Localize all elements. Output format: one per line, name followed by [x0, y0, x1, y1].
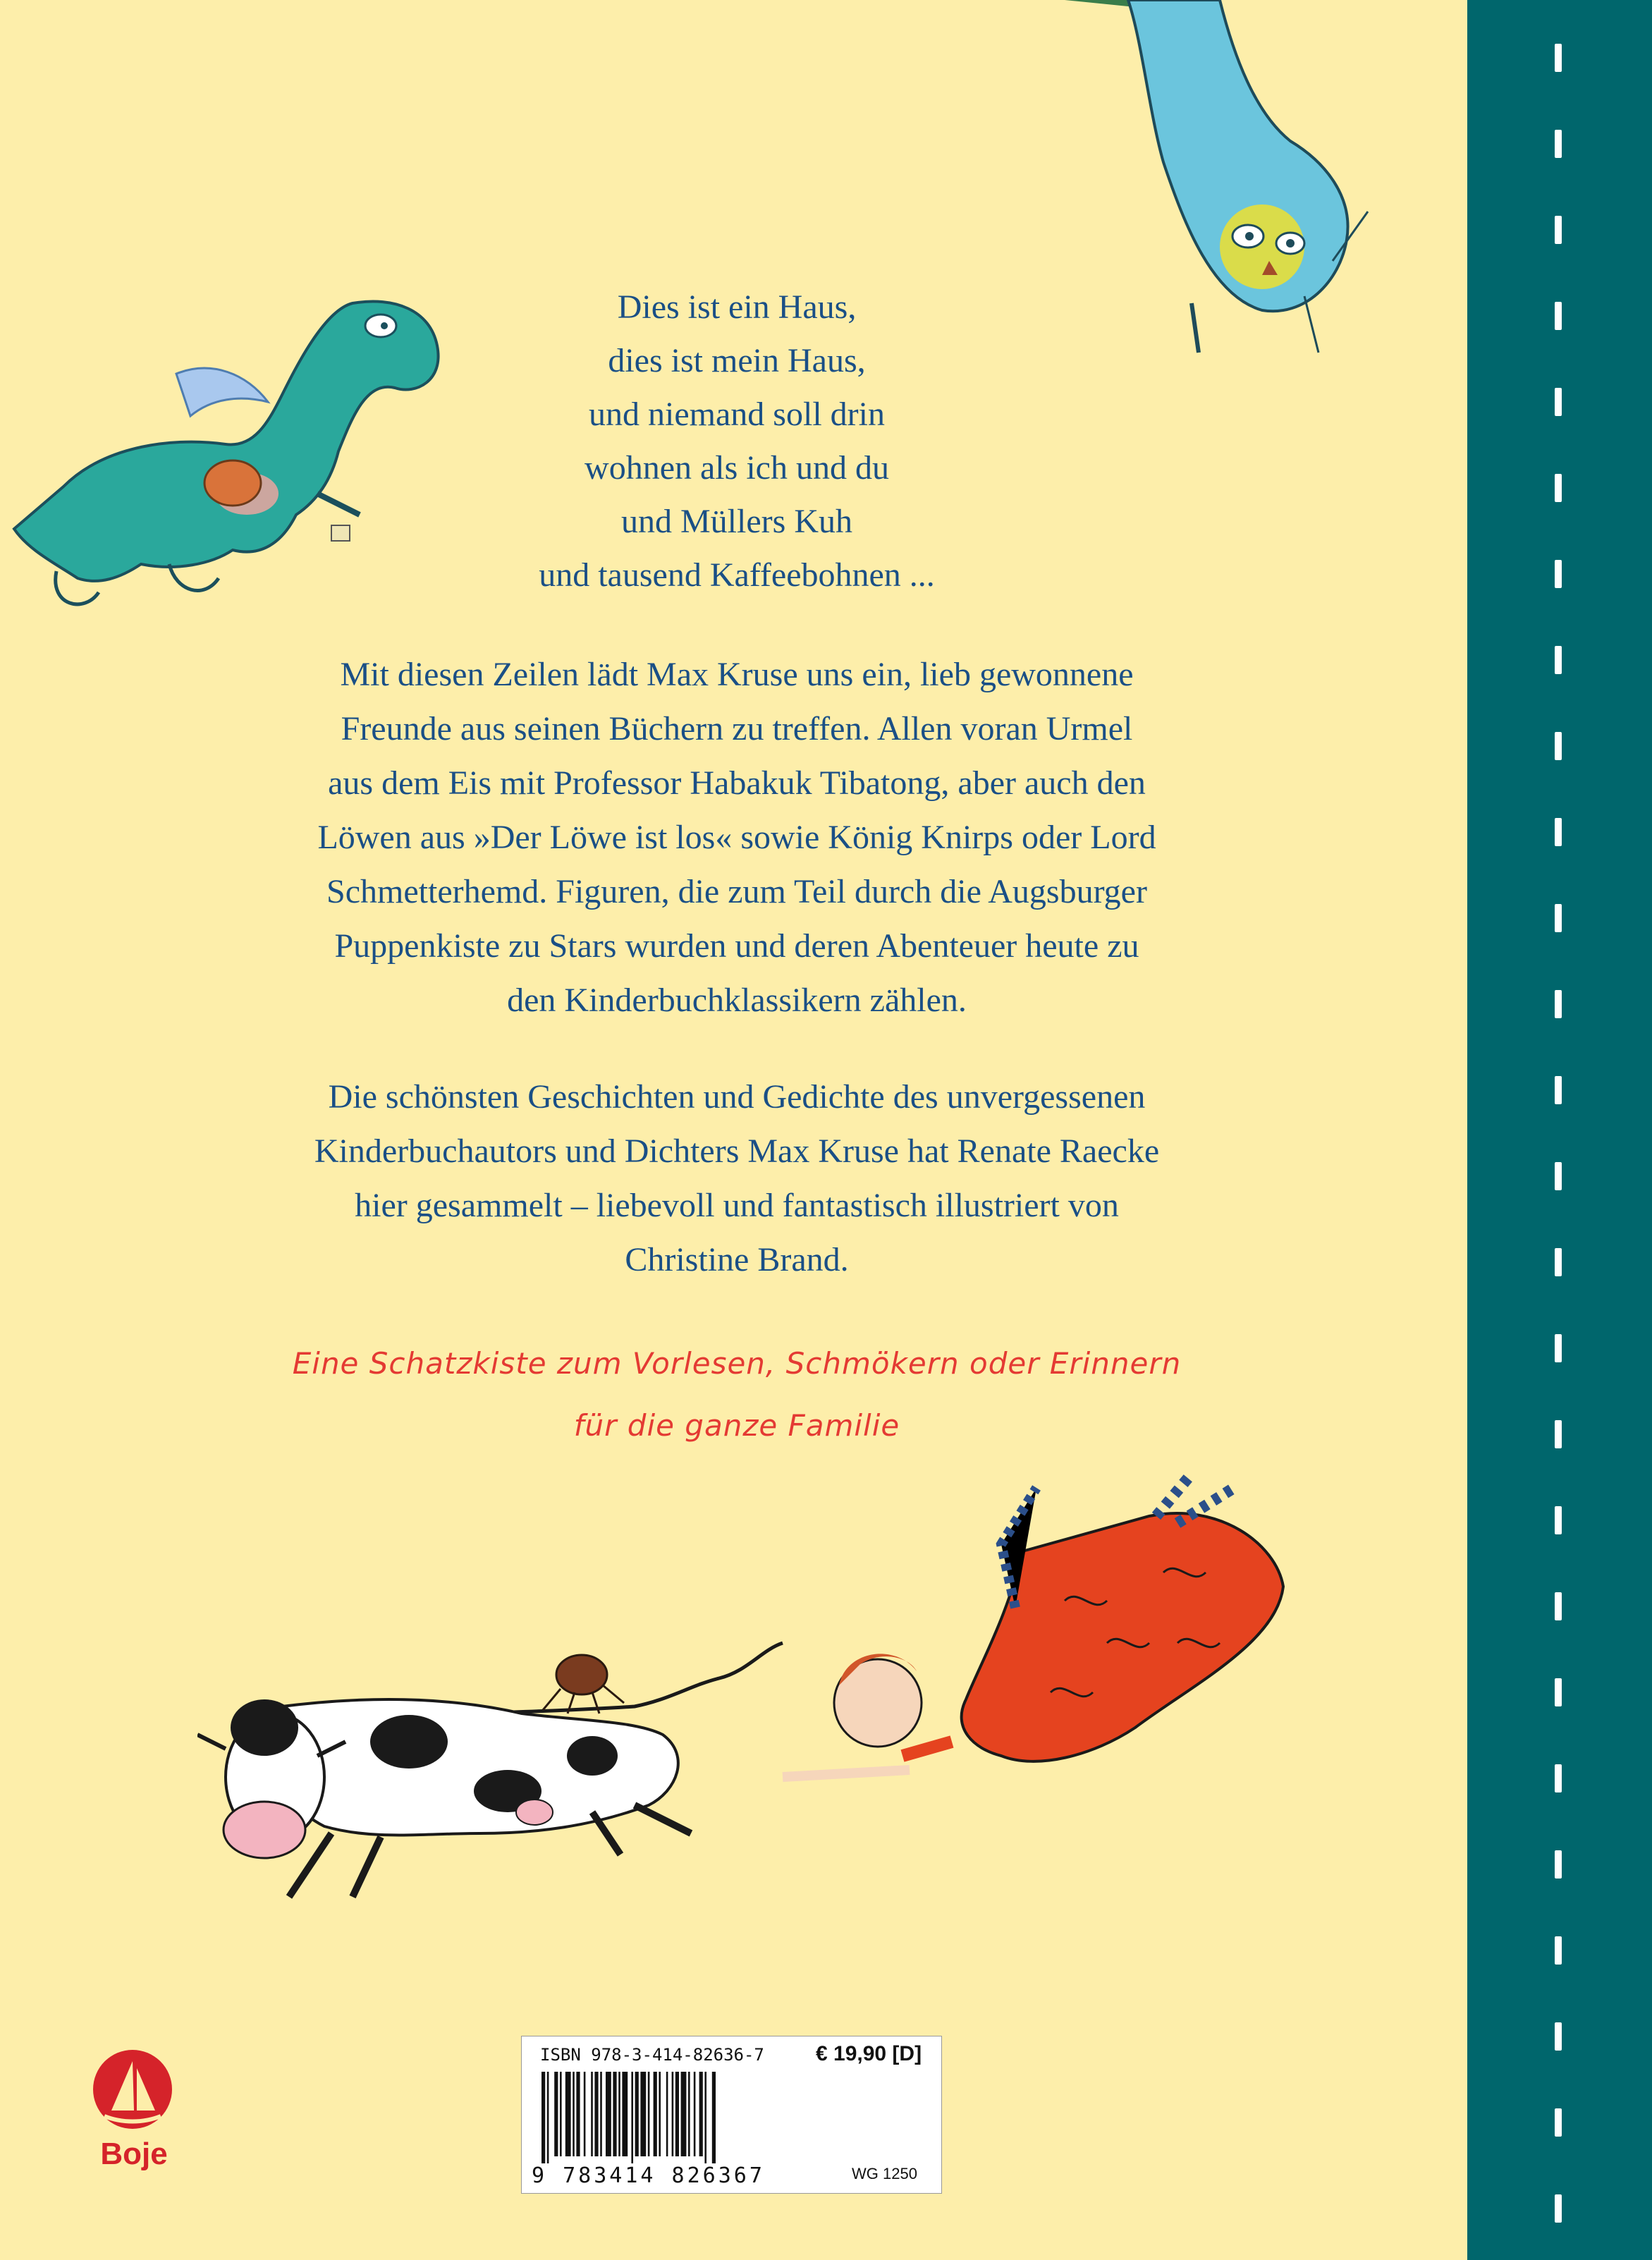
- barcode-bar: [672, 2072, 674, 2156]
- barcode-bar: [688, 2072, 690, 2156]
- blurb-line: Mit diesen Zeilen lädt Max Kruse uns ein, lieb gewonnene: [340, 656, 1134, 693]
- spine-dash: [1555, 1162, 1562, 1190]
- barcode-bar: [606, 2072, 611, 2156]
- tagline-line: Eine Schatzkiste zum Vorlesen, Schmökern oder Erinnern: [292, 1346, 1182, 1381]
- spine-dash: [1555, 1334, 1562, 1362]
- barcode-bar: [573, 2072, 575, 2156]
- barcode-bar: [640, 2072, 646, 2156]
- boje-logo-icon: [90, 2040, 175, 2146]
- spine-dash: [1555, 1764, 1562, 1792]
- blurb-line: aus dem Eis mit Professor Habakuk Tibatong, aber auch den: [328, 764, 1146, 802]
- barcode-box: [521, 2036, 942, 2194]
- barcode-bar: [635, 2072, 639, 2156]
- barcode-bar: [675, 2072, 679, 2156]
- barcode-bar: [600, 2072, 602, 2156]
- spine-dash: [1555, 1850, 1562, 1879]
- blurb-paragraph-2: [183, 1070, 1290, 1287]
- barcode-bar: [648, 2072, 650, 2156]
- poem-line: und tausend Kaffeebohnen ...: [539, 556, 935, 594]
- blurb-line: Löwen aus »Der Löwe ist los« sowie König Knirps oder Lord: [317, 819, 1156, 856]
- publisher-name: Boje: [100, 2137, 168, 2171]
- spine-dash: [1555, 1248, 1562, 1276]
- spine-dash: [1555, 2194, 1562, 2223]
- barcode-bar: [659, 2072, 661, 2156]
- spine-dash: [1555, 1420, 1562, 1448]
- barcode-bar: [694, 2072, 696, 2156]
- spine-dash: [1555, 560, 1562, 588]
- spine-dash: [1555, 1592, 1562, 1620]
- beetle-illustration: [525, 1636, 631, 1721]
- blurb-line: Schmetterhemd. Figuren, die zum Teil durch die Augsburger: [326, 873, 1147, 910]
- price-label: € 19,90 [D]: [816, 2042, 922, 2065]
- spine-strip: [1467, 0, 1652, 2260]
- poem: [183, 281, 1290, 602]
- barcode-bar: [622, 2072, 628, 2156]
- barcode-bar: [554, 2072, 558, 2156]
- barcode-bar: [591, 2072, 593, 2156]
- spine-dash: [1555, 1506, 1562, 1534]
- spine-dash: [1555, 818, 1562, 846]
- barcode-bar: [699, 2072, 703, 2156]
- poem-line: dies ist mein Haus,: [608, 342, 866, 379]
- blurb-line: Freunde aus seinen Büchern zu treffen. Allen voran Urmel: [341, 710, 1133, 747]
- barcode-bar: [584, 2072, 586, 2156]
- spine-dash: [1555, 2022, 1562, 2051]
- wg-code: WG 1250: [852, 2165, 917, 2182]
- spine-dash: [1555, 1678, 1562, 1706]
- barcode-bar: [618, 2072, 620, 2156]
- spine-dash: [1555, 1076, 1562, 1104]
- spine-dash: [1555, 732, 1562, 760]
- poem-line: Dies ist ein Haus,: [617, 288, 857, 326]
- spine-dash: [1555, 990, 1562, 1018]
- spine-dash: [1555, 388, 1562, 416]
- spine-dash: [1555, 1936, 1562, 1965]
- cow-illustration: [197, 1601, 818, 1967]
- barcode-bar: [542, 2072, 545, 2163]
- spine-dash: [1555, 474, 1562, 502]
- isbn-label: ISBN 978-3-414-82636-7: [540, 2045, 764, 2065]
- girl-illustration: [740, 1460, 1304, 1855]
- spine-dash: [1555, 130, 1562, 158]
- poem-line: und Müllers Kuh: [621, 503, 852, 540]
- barcode-bar: [631, 2072, 633, 2163]
- blurb-line: den Kinderbuchklassikern zählen.: [507, 982, 967, 1019]
- tagline-line: für die ganze Familie: [573, 1408, 900, 1443]
- poem-line: wohnen als ich und du: [585, 449, 889, 487]
- spine-dash: [1555, 2108, 1562, 2137]
- barcode-bar: [560, 2072, 562, 2156]
- spine-dash: [1555, 646, 1562, 674]
- barcode-bar: [654, 2072, 657, 2156]
- blurb-paragraph-1: [183, 647, 1290, 1027]
- barcode-bar: [576, 2072, 580, 2156]
- ean-digits: 9 783414 826367: [532, 2163, 765, 2188]
- blurb-line: Puppenkiste zu Stars wurden und deren Abenteuer heute zu: [334, 927, 1139, 965]
- poem-line: und niemand soll drin: [589, 396, 885, 433]
- barcode-bar: [613, 2072, 616, 2156]
- barcode-bar: [547, 2072, 549, 2163]
- barcode-bar: [565, 2072, 571, 2156]
- barcode-bar: [704, 2072, 706, 2163]
- blurb-line: Die schönsten Geschichten und Gedichte des unvergessenen: [328, 1078, 1146, 1116]
- barcode-bar: [712, 2072, 716, 2163]
- blurb-line: Christine Brand.: [625, 1241, 849, 1278]
- barcode-bar: [594, 2072, 598, 2156]
- spine-dash: [1555, 904, 1562, 932]
- blurb-line: Kinderbuchautors und Dichters Max Kruse hat Renate Raecke: [314, 1132, 1160, 1170]
- barcode-icon: [542, 2072, 809, 2163]
- spine-dash: [1555, 44, 1562, 72]
- tagline: [183, 1333, 1290, 1457]
- barcode-bar: [681, 2072, 687, 2156]
- spine-dash: [1555, 302, 1562, 330]
- spine-dash: [1555, 216, 1562, 244]
- barcode-bar: [666, 2072, 668, 2156]
- blurb-line: hier gesammelt – liebevoll und fantastisch illustriert von: [355, 1187, 1119, 1224]
